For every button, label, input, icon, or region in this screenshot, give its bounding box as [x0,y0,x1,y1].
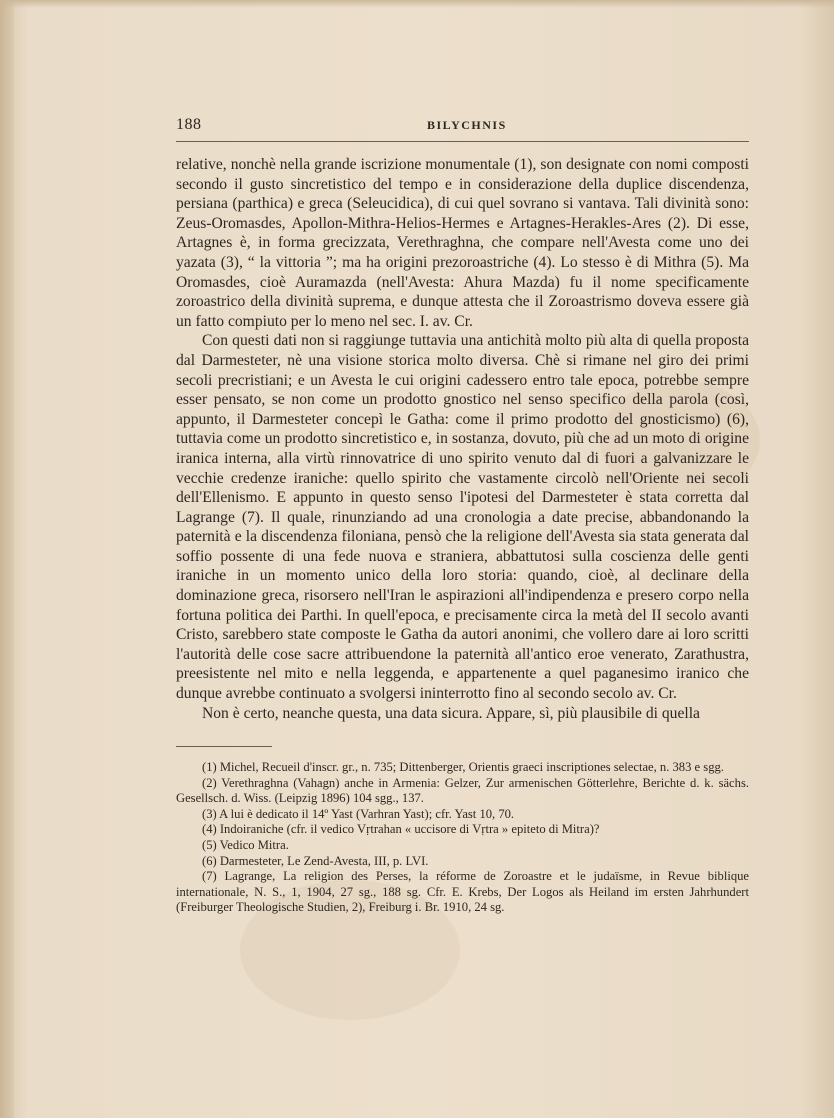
book-spine-shadow [0,0,14,1118]
footnote-1: (1) Michel, Recueil d'inscr. gr., n. 735; Dittenberger, Orientis graeci inscriptiones selectae, n. 383 e sgg. [202,760,724,774]
running-head [176,116,749,140]
footnote-2: (2) Verethraghna (Vahagn) anche in Armenia: Gelzer, Zur armenischen Götterlehre, Berichte d. k. sächs. Gesellsch. d. Wiss. (Leipzig 1896) 104 sgg., 137. [176,775,749,806]
footnote-separator [176,746,272,747]
journal-title: BILYCHNIS [427,118,507,132]
paragraph-1: relative, nonchè nella grande iscrizione monumentale (1), son designate con nomi composti secondo il gusto sincretistico del tempo e in considerazione della duplice discendenza, persiana (parthica) e greca (Seleucidica), di cui quel sovrano si vantava. Tali divinità sono: Zeus-Oromasdes, Apollon-Mithra-Helios-Hermes e Artagnes-Herakles-Ares (2). Di esse, Artagnes è, in forma grecizzata, Verethraghna, che compare nell'Avesta come uno dei yazata (3), “ la vittoria ”; ma ha origini prezoroastriche (4). Lo stesso è di Mithra (5). Ma Oromasdes, cioè Auramazda (nell'Avesta: Ahura Mazda) fu il nome specificamente zoroastrico della divinità suprema, e dunque attesta che il Zoroastrismo doveva essere già un fatto compiuto per lo meno nel sec. I. av. Cr. [176,156,749,330]
page-top-edge [0,0,834,8]
page-number: 188 [176,116,202,133]
header-rule [176,141,749,142]
paragraph-3: Non è certo, neanche questa, una data sicura. Appare, sì, più plausibile di quella [202,704,700,722]
footnote-7: (7) Lagrange, La religion des Perses, la réforme de Zoroastre et le judaïsme, in Revue biblique internationale, N. S., 1, 1904, 27 sg., 188 sg. Cfr. E. Krebs, Der Logos als Heiland im ersten Jahrhundert (Freiburger Theologische Studien, 2), Freiburg i. Br. 1910, 24 sg. [176,869,749,915]
paragraph-2: Con questi dati non si raggiunge tuttavia una antichità molto più alta di quella proposta dal Darmesteter, nè una visione storica molto diversa. Chè si rimane nel giro dei primi secoli precristiani; e un Avesta le cui origini cadessero entro tale epoca, potrebbe sempre esser pensato, se non come un prodotto gnostico nel senso specifico della parola (così, appunto, il Darmesteter concepì le Gatha: come il primo prodotto del gnosticismo) (6), tuttavia come un prodotto sincretistico e, in sostanza, dovuto, più che ad un moto di origine iranica interna, alla virtù rinnovatrice di uno spirito venuto dal di fuori a galvanizzare le vecchie credenze iraniche: quello spirito che vastamente circolò nell'Oriente nei secoli dell'Ellenismo. E appunto in questo senso l'ipotesi del Darmesteter è stata corretta dal Lagrange (7). Il quale, rinunziando ad una cronologia a date precise, abbandonando la paternità e la discendenza filoniana, pensò che la religione dell'Avesta sia stata generata dal soffio possente di una fede nuova e straniera, abbattutosi sulla coscienza delle genti iraniche in un momento unico della loro storia: quando, cioè, al declinare della dominazione greca, risorsero nell'Iran le aspirazioni all'indipendenza e presero corpo nella fortuna politica dei Parthi. In quell'epoca, e precisamente circa la metà del II secolo avanti Cristo, sarebbero state composte le Gatha da autori anonimi, che vollero dare ai loro scritti l'autorità delle cose sacre attribuendone la paternità all'antico eroe venerato, Zarathustra, preesistente nel mito e nella leggenda, e appartenente a quel paganesimo iranico che dunque avrebbe continuato a svolgersi ininterrotto fino al secondo secolo av. Cr. [176,332,749,703]
footnote-3: (3) A lui è dedicato il 14º Yast (Varhran Yast); cfr. Yast 10, 70. [202,806,515,821]
footnotes [176,760,749,916]
footnote-4: (4) Indoiraniche (cfr. il vedico Vṛtrahan « uccisore di Vṛtra » epiteto di Mitra)? [202,822,600,837]
footnote-6: (6) Darmesteter, Le Zend-Avesta, III, p. LVI. [202,853,429,868]
footnote-5: (5) Vedico Mitra. [202,837,289,852]
body-text [176,155,749,723]
